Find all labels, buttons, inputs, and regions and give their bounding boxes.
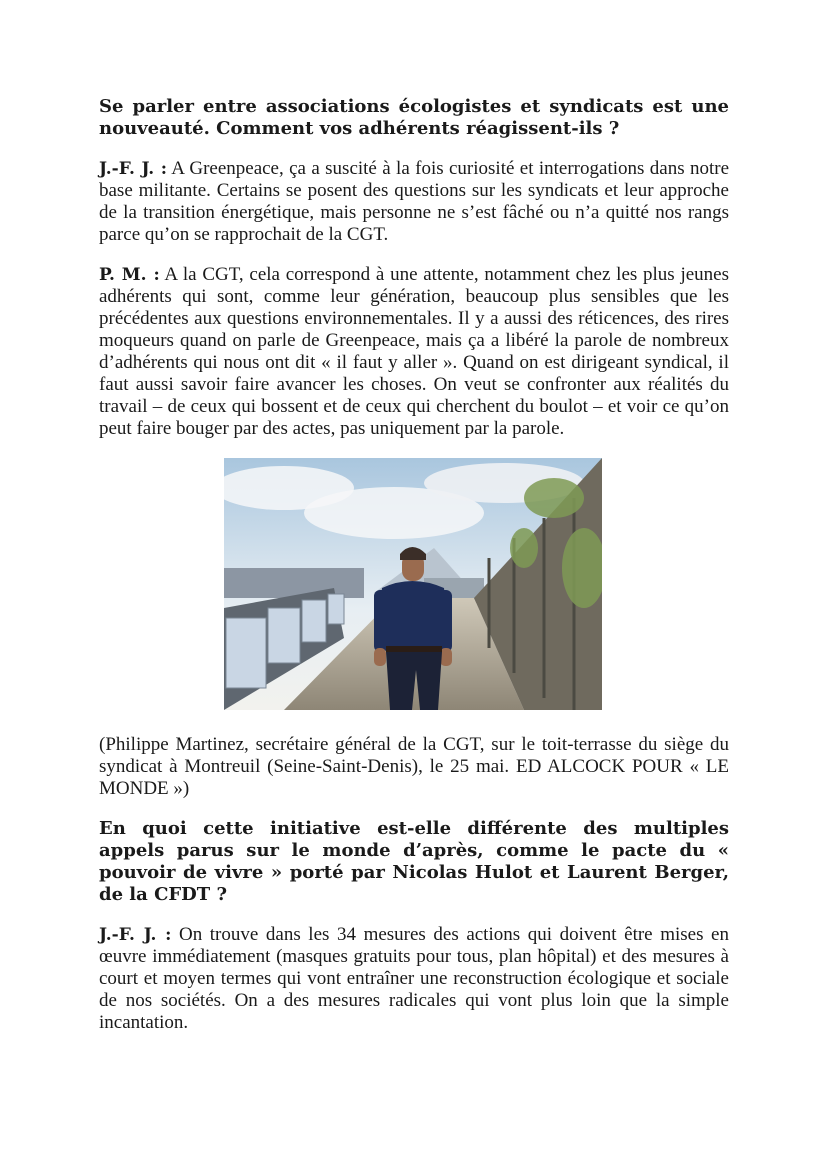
answer-2 — [99, 264, 729, 440]
question-2: En quoi cette initiative est-elle différente des multiples appels parus sur le monde d’après, comme le pacte du « pouvoir de vivre » porté par Nicolas Hulot et Laurent Berger, de la CFDT ? — [99, 818, 729, 905]
speaker-label: J.-F. J. : — [99, 159, 167, 179]
photo-illustration — [224, 458, 602, 710]
answer-text: On trouve dans les 34 mesures des actions qui doivent être mises en œuvre immédiatement (masques gratuits pour tous, plan hôpital) et des mesures à court et moyen termes qui vont entraîner une reconstruction écologique et sociale de nos sociétés. On a des mesures radicales qui vont plus loin que la simple incantation. — [99, 924, 729, 1033]
speaker-label: J.-F. J. : — [99, 925, 172, 945]
answer-text: A la CGT, cela correspond à une attente, notamment chez les plus jeunes adhérents qui sont, comme leur génération, beaucoup plus sensibles que les précédentes aux questions environnementales. Il y a aussi des réticences, des rires moqueurs quand on parle de Greenpeace, mais ça a libéré la parole de nombreux d’adhérents qui nous ont dit « il faut y aller ». Quand on est dirigeant syndical, il faut aussi savoir faire avancer les choses. On veut se confronter aux réalités du travail – de ceux qui bossent et de ceux qui cherchent du boulot – et voir ce qu’on peut faire bouger par des actes, pas uniquement par la parole. — [99, 264, 729, 439]
article-body — [99, 96, 729, 1052]
article-photo — [224, 458, 602, 710]
photo-caption: (Philippe Martinez, secrétaire général de la CGT, sur le toit-terrasse du siège du syndicat à Montreuil (Seine-Saint-Denis), le 25 mai. ED ALCOCK POUR « LE MONDE ») — [99, 734, 729, 799]
question-1: Se parler entre associations écologistes et syndicats est une nouveauté. Comment vos adhérents réagissent-ils ? — [99, 96, 729, 139]
answer-text: A Greenpeace, ça a suscité à la fois curiosité et interrogations dans notre base militante. Certains se posent des questions sur les syndicats et leur approche de la transition énergétique, mais personne ne s’est fâché ou n’a quitté nos rangs parce qu’on se rapprochait de la CGT. — [99, 158, 730, 245]
answer-1 — [99, 158, 729, 246]
speaker-label: P. M. : — [99, 265, 160, 285]
answer-3 — [99, 924, 729, 1034]
